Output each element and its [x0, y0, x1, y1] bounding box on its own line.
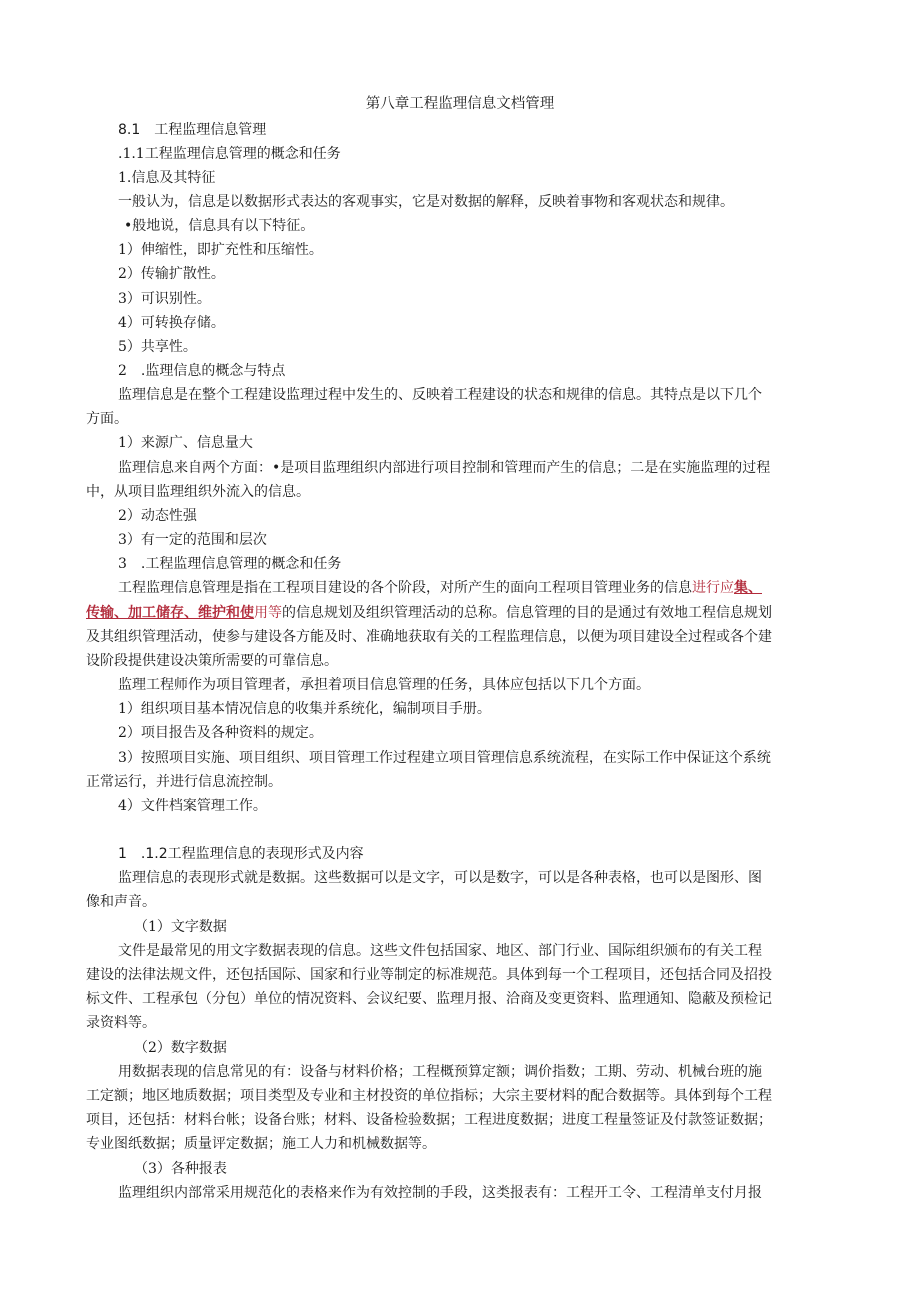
tasks-intro: 监理工程师作为项目管理者，承担着项目信息管理的任务，具体应包括以下几个方面。	[118, 677, 650, 693]
subsection-1-line: 文件是最常见的用文字数据表现的信息。这些文件包括国家、地区、部门行业、国际组织颁布的有关工程	[118, 943, 762, 959]
paragraph-2-text-cont: 方面。	[86, 411, 128, 427]
task-item: 1）组织项目基本情况信息的收集并系统化，编制项目手册。	[118, 701, 491, 717]
feature-item: 4）可转换存储。	[118, 315, 225, 331]
feature-item: 2）传输扩散性。	[118, 266, 225, 282]
paragraph-2-item-2: 2）动态性强	[118, 508, 197, 524]
subsection-2-line: 工定额；地区地质数据；项目类型及专业和主材投资的单位指标；大宗主要材料的配合数据等。具体到每个工程	[86, 1088, 772, 1104]
section-8-1-1-heading: .1.1工程监理信息管理的概念和任务	[118, 146, 341, 162]
task-item-cont: 正常运行，并进行信息流控制。	[86, 774, 282, 790]
paragraph-2-item-1: 1）来源广、信息量大	[118, 435, 253, 451]
paragraph-2-text: 监理信息是在整个工程建设监理过程中发生的、反映着工程建设的状态和规律的信息。其特点是以下几个	[118, 387, 762, 403]
tracked-change-bold-text: 传输、加工储存、维护和使	[86, 605, 254, 621]
subsection-2-line: 项目，还包括：材料台帐；设备台账；材料、设备检验数据；工程进度数据；进度工程量签证及付款签证数据；	[86, 1112, 772, 1128]
tracked-change-bold-text: 集、	[734, 580, 762, 596]
paragraph-2-item-1-text-cont: 中，从项目监理组织外流入的信息。	[86, 484, 310, 500]
subsection-3-heading: （3）各种报表	[134, 1161, 227, 1177]
paragraph-1-heading: 1.信息及其特征	[118, 170, 216, 186]
feature-item: 3）可识别性。	[118, 291, 211, 307]
subsection-1-line: 建设的法律法规文件，还包括国际、国家和行业等制定的标准规范。具体到每一个工程项目，还包括合同及招投	[86, 967, 772, 983]
subsection-1-heading: （1）文字数据	[134, 919, 227, 935]
page-title: 第八章工程监理信息文档管理	[365, 96, 555, 112]
feature-item: 5）共享性。	[118, 339, 197, 355]
subsection-1-line: 标文件、工程承包（分包）单位的情况资料、会议纪要、监理月报、洽商及变更资料、监理通知、隐蔽及预检记	[86, 991, 772, 1007]
paragraph-3-line-1	[118, 578, 762, 598]
paragraph-2-heading: 2 .监理信息的概念与特点	[118, 363, 286, 379]
task-item: 2）项目报告及各种资料的规定。	[118, 725, 323, 741]
paragraph-3-heading: 3 .工程监理信息管理的概念和任务	[118, 556, 342, 572]
paragraph-3-line-2-text: 的信息规划及组织管理活动的总称。信息管理的目的是通过有效地工程信息规划	[282, 605, 772, 621]
tracked-change-text: 用等	[254, 605, 282, 621]
section-8-1-2-text: 监理信息的表现形式就是数据。这些数据可以是文字，可以是数字，可以是各种表格，也可以是图形、图	[118, 870, 762, 886]
subsection-2-line: 用数据表现的信息常见的有：设备与材料价格；工程概预算定额；调价指数；工期、劳动、机械台班的施	[118, 1064, 762, 1080]
tracked-change-text: 进行应	[692, 580, 734, 596]
task-item: 4）文件档案管理工作。	[118, 798, 267, 814]
section-8-1-heading: 8.1 工程监理信息管理	[118, 122, 267, 138]
paragraph-1-text: 一般认为，信息是以数据形式表达的客观事实，它是对数据的解释，反映着事物和客观状态和规律。	[118, 194, 734, 210]
subsection-2-heading: （2）数字数据	[134, 1040, 227, 1056]
paragraph-3-line-3: 及其组织管理活动，使参与建设各方能及时、准确地获取有关的工程监理信息，以便为项目建设全过程或各个建	[86, 629, 772, 645]
features-intro: •般地说，信息具有以下特征。	[124, 218, 315, 234]
paragraph-3-line-1-text: 工程监理信息管理是指在工程项目建设的各个阶段，对所产生的面向工程项目管理业务的信息	[118, 580, 692, 596]
paragraph-3-line-2	[86, 603, 772, 623]
paragraph-2-item-3: 3）有一定的范围和层次	[118, 532, 267, 548]
subsection-3-line: 监理组织内部常采用规范化的表格来作为有效控制的手段，这类报表有：工程开工令、工程清单支付月报	[118, 1185, 762, 1201]
paragraph-2-item-1-text: 监理信息来自两个方面：•是项目监理组织内部进行项目控制和管理而产生的信息；二是在实施监理的过程	[118, 460, 771, 476]
feature-item: 1）伸缩性，即扩充性和压缩性。	[118, 242, 323, 258]
subsection-1-line: 录资料等。	[86, 1015, 156, 1031]
paragraph-3-line-4: 设阶段提供建设决策所需要的可靠信息。	[86, 653, 338, 669]
section-8-1-2-text-cont: 像和声音。	[86, 894, 156, 910]
task-item: 3）按照项目实施、项目组织、项目管理工作过程建立项目管理信息系统流程，在实际工作中保证这个系统	[118, 750, 771, 766]
section-8-1-2-heading: 1 .1.2工程监理信息的表现形式及内容	[118, 846, 364, 862]
subsection-2-line: 专业图纸数据；质量评定数据；施工人力和机械数据等。	[86, 1136, 436, 1152]
